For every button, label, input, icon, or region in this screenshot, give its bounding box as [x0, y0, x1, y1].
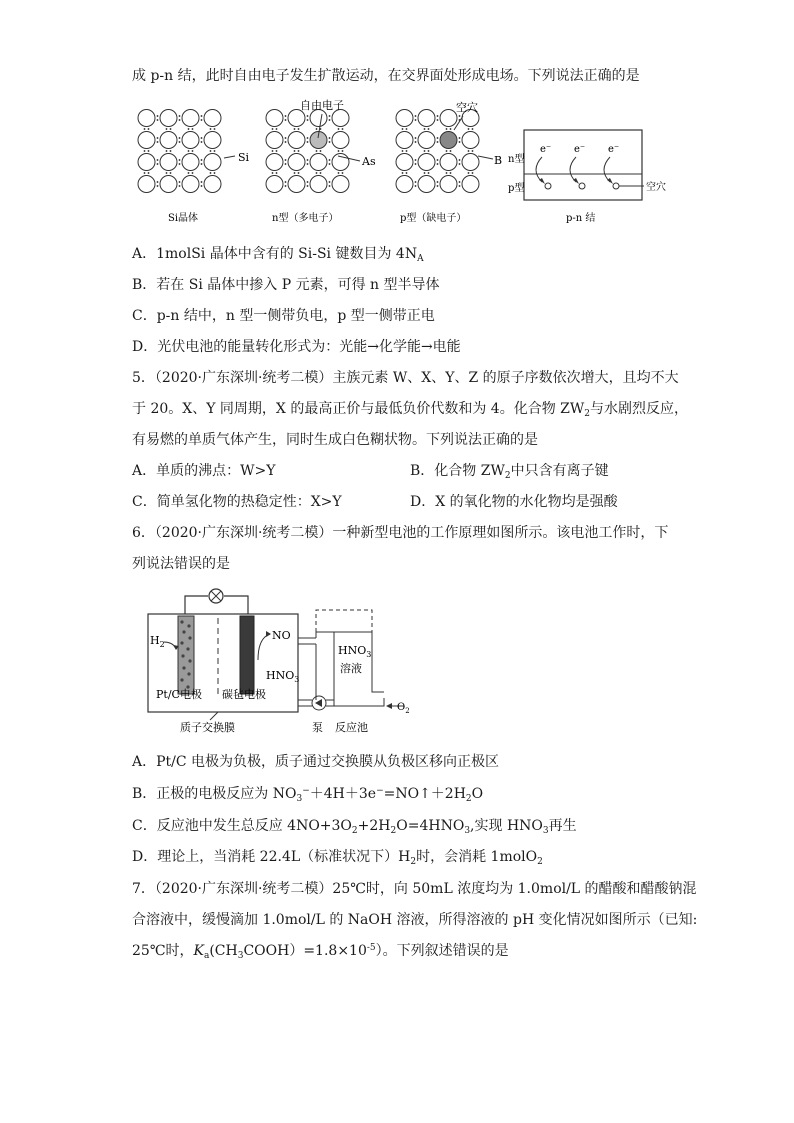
caption-si: Si晶体 — [168, 213, 199, 224]
pump-icon — [312, 696, 326, 710]
q6-option-c: C．反应池中发生总反应 $4NO+3O_2+2H_2O=4HNO_3$,实现 $HNO_3$再生 — [132, 818, 577, 836]
lamp-icon — [209, 589, 223, 603]
p-type-label: p型 — [508, 183, 525, 194]
svg-text:H2: $H_2$ — [150, 634, 165, 649]
q7-line-1: 7．（2020·广东深圳·统考二模）25℃时，向 50mL 浓度均为 1.0mol/L 的醋酸和醋酸钠混 — [132, 881, 697, 897]
q6-option-d: D．理论上，当消耗 22.4L（标准状况下）$H_2$时，会消耗 1molO$_2$ — [132, 849, 543, 867]
svg-text:碳毡电极: 碳毡电极 — [222, 688, 266, 701]
q6-option-b: B．正极的电极反应为 $NO_3^-+4H+3e^-=NO↑+2H_2O$ — [132, 786, 484, 804]
svg-text:泵: 泵 — [312, 721, 323, 734]
semiconductor-figure — [138, 99, 666, 228]
n-type-lattice — [266, 110, 349, 193]
caption-n-type: n型（多电子） — [272, 213, 339, 224]
q6-line-2: 列说法错误的是 — [132, 556, 230, 572]
q4-option-a: A．1molSi 晶体中含有的 Si-Si 键数目为 $4N_A$ — [132, 246, 424, 264]
svg-text:NO: NO — [272, 629, 291, 642]
q5-option-c: C．简单氢化物的热稳定性：X>Y — [132, 494, 342, 510]
svg-text:HNO3: $HNO_3$ — [266, 669, 300, 684]
q4-option-d: D．光伏电池的能量转化形式为：光能→化学能→电能 — [132, 339, 461, 355]
caption-p-type: p型（缺电子） — [400, 213, 467, 224]
hole-label-2: 空穴 — [646, 182, 666, 193]
q4-option-b: B．若在 Si 晶体中掺入 P 元素，可得 n 型半导体 — [132, 277, 440, 293]
q5-line-2: 于 20。X、Y 同周期，X 的最高正价与最低负价代数和为 4。化合物 $ZW_2$与水剧烈反应， — [132, 401, 688, 419]
svg-text:质子交换膜: 质子交换膜 — [180, 721, 235, 734]
q6-line-1: 6．（2020·广东深圳·统考二模）一种新型电池的工作原理如图所示。该电池工作时，下 — [132, 525, 669, 541]
q5-line-1: 5．（2020·广东深圳·统考二模）主族元素 W、X、Y、Z 的原子序数依次增大，且均不大 — [132, 370, 679, 386]
q5-option-b: B．化合物 $ZW_2$中只含有离子键 — [410, 463, 609, 481]
q5-option-a: A．单质的沸点：W>Y — [132, 463, 276, 479]
n-type-label: n型 — [508, 154, 525, 165]
q4-intro: 成 p-n 结，此时自由电子发生扩散运动，在交界面处形成电场。下列说法正确的是 — [132, 68, 640, 84]
svg-text:HNO3: $HNO_3$ — [338, 644, 372, 659]
q4-option-c: C．p-n 结中，n 型一侧带负电，p 型一侧带正电 — [132, 308, 435, 324]
hole-label: 空穴 — [456, 101, 478, 114]
caption-pn: p-n 结 — [566, 213, 596, 224]
p-type-lattice — [396, 110, 479, 193]
si-label: Si — [238, 151, 250, 164]
svg-text:e⁻: e⁻ — [574, 144, 586, 155]
si-crystal-lattice — [138, 110, 221, 193]
svg-text:e⁻: e⁻ — [540, 144, 552, 155]
battery-figure — [140, 588, 410, 738]
q6-option-a: A．Pt/C 电极为负极，质子通过交换膜从负极区移向正极区 — [132, 754, 500, 770]
q7-line-3: 25℃时，$K_a(CH_3COOH)=1.8\times 10^{-5}$）。下列叙述错误的是 — [132, 943, 509, 961]
q5-option-d: D．X 的氧化物的水化物均是强酸 — [410, 494, 618, 510]
svg-text:Pt/C电极: Pt/C电极 — [156, 688, 202, 701]
q7-line-2: 合溶液中，缓慢滴加 1.0mol/L 的 NaOH 溶液，所得溶液的 pH 变化情况如图所示（已知: — [132, 912, 698, 928]
svg-text:O2: $O_2$ — [397, 702, 410, 715]
q5-line-3: 有易燃的单质气体产生，同时生成白色糊状物。下列说法正确的是 — [132, 432, 538, 448]
b-label: B — [494, 154, 503, 167]
svg-text:e⁻: e⁻ — [608, 144, 620, 155]
free-electron-label: 自由电子 — [300, 99, 344, 112]
svg-text:反应池: 反应池 — [335, 721, 368, 734]
as-label: As — [362, 155, 376, 168]
svg-text:溶液: 溶液 — [340, 662, 362, 675]
